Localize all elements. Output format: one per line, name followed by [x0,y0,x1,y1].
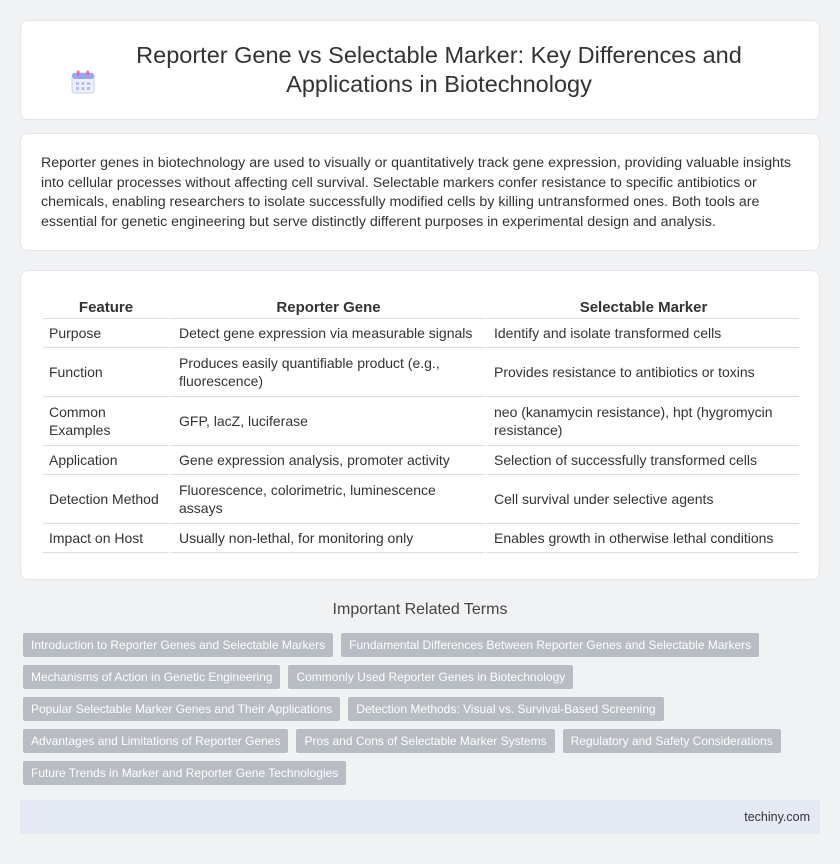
comparison-table-card [20,270,820,580]
table-row [43,397,799,446]
related-terms-title: Important Related Terms [332,601,508,618]
calendar-icon [70,69,96,95]
table-row [43,319,799,348]
row-feature: Application [43,446,169,475]
row-selectable-marker: Cell survival under selective agents [484,475,799,524]
row-selectable-marker: Enables growth in otherwise lethal conditions [484,524,799,553]
header-selectable-marker: Selectable Marker [484,295,799,319]
page-title: Reporter Gene vs Selectable Marker: Key Differences and Applications in Biotechnology [136,42,742,97]
intro-card [20,133,820,251]
row-selectable-marker: Provides resistance to antibiotics or toxins [484,348,799,397]
table-row [43,524,799,553]
header-reporter-gene: Reporter Gene [169,295,484,319]
header-feature: Feature [43,295,169,319]
row-reporter-gene: Fluorescence, colorimetric, luminescence assays [169,475,484,524]
table-header-row [43,295,799,319]
row-reporter-gene: GFP, lacZ, luciferase [169,397,484,446]
footer [20,800,820,834]
related-term-tag[interactable]: Introduction to Reporter Genes and Selectable Markers [23,633,333,657]
title-card [20,20,820,120]
row-feature: Impact on Host [43,524,169,553]
comparison-table [43,295,799,553]
table-row [43,348,799,397]
row-selectable-marker: neo (kanamycin resistance), hpt (hygromycin resistance) [484,397,799,446]
row-feature: Function [43,348,169,397]
related-term-tag[interactable]: Fundamental Differences Between Reporter Genes and Selectable Markers [341,633,759,657]
related-term-tag[interactable]: Advantages and Limitations of Reporter Genes [23,729,288,753]
table-row [43,475,799,524]
row-feature: Detection Method [43,475,169,524]
row-feature: Purpose [43,319,169,348]
related-term-tag[interactable]: Popular Selectable Marker Genes and Their Applications [23,697,340,721]
row-reporter-gene: Produces easily quantifiable product (e.g., fluorescence) [169,348,484,397]
related-term-tag[interactable]: Future Trends in Marker and Reporter Gene Technologies [23,761,346,785]
table-row [43,446,799,475]
intro-text: Reporter genes in biotechnology are used to visually or quantitatively track gene expression, providing valuable insights into cellular processes without affecting cell survival. Selectable markers confer resistance to specific antibiotics or chemicals, enabling researchers to isolate successfully modified cells by killing untransformed ones. Both tools are essential for genetic engineering but serve distinctly different purposes in experimental design and analysis. [41,155,792,230]
row-reporter-gene: Gene expression analysis, promoter activity [169,446,484,475]
row-feature: Common Examples [43,397,169,446]
row-selectable-marker: Selection of successfully transformed cells [484,446,799,475]
row-reporter-gene: Detect gene expression via measurable signals [169,319,484,348]
related-term-tag[interactable]: Detection Methods: Visual vs. Survival-Based Screening [348,697,663,721]
related-term-tag[interactable]: Mechanisms of Action in Genetic Engineering [23,665,280,689]
related-term-tag[interactable]: Regulatory and Safety Considerations [563,729,781,753]
related-terms-tags [23,633,813,793]
related-term-tag[interactable]: Pros and Cons of Selectable Marker Systems [296,729,554,753]
row-reporter-gene: Usually non-lethal, for monitoring only [169,524,484,553]
footer-site-link[interactable]: techiny.com [744,810,810,824]
row-selectable-marker: Identify and isolate transformed cells [484,319,799,348]
related-term-tag[interactable]: Commonly Used Reporter Genes in Biotechnology [288,665,573,689]
